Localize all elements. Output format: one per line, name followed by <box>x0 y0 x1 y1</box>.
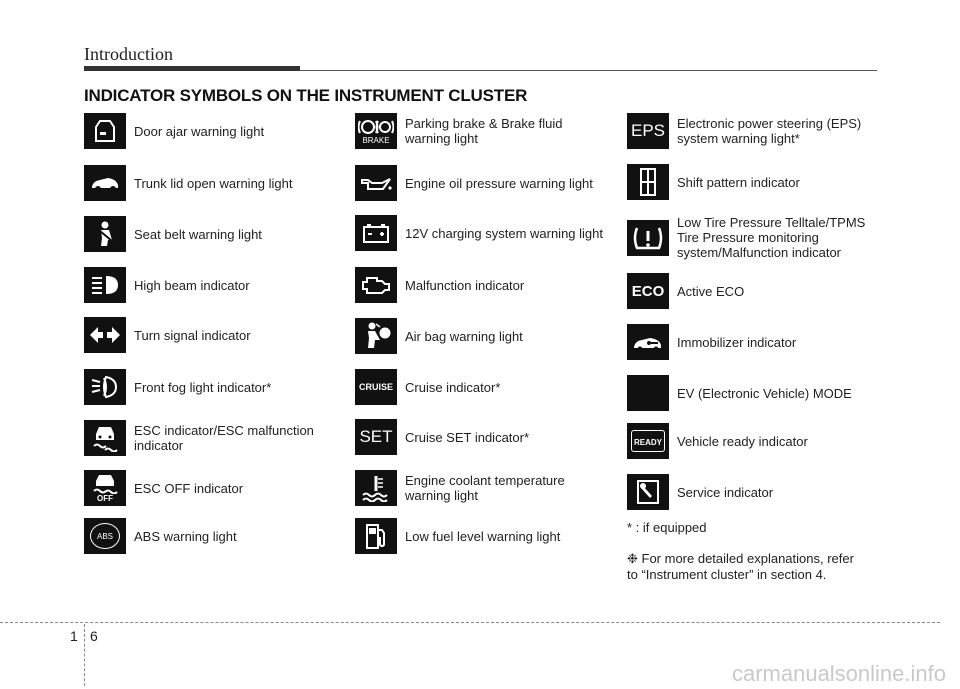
indicator-label: Turn signal indicator <box>134 327 251 343</box>
cruise-set-icon <box>355 419 397 455</box>
eps-icon-text: EPS <box>630 121 666 140</box>
indicator-shift-pattern <box>627 164 800 200</box>
indicator-esc <box>84 420 314 456</box>
indicator-service <box>627 474 773 510</box>
trunk-open-icon <box>84 165 126 201</box>
cruise-icon-text: CRUISE <box>358 382 393 392</box>
indicator-label: Trunk lid open warning light <box>134 175 293 191</box>
door-ajar-icon <box>84 113 126 149</box>
airbag-icon <box>355 318 397 354</box>
indicator-eco <box>627 273 744 309</box>
seat-belt-icon <box>84 216 126 252</box>
indicator-label: Cruise SET indicator* <box>405 429 530 445</box>
indicator-label: Shift pattern indicator <box>677 174 800 190</box>
indicator-door-ajar <box>84 113 264 149</box>
indicator-label: ABS warning light <box>134 528 237 544</box>
oil-pressure-icon <box>355 165 397 201</box>
indicator-abs <box>84 518 237 554</box>
eco-icon <box>627 273 669 309</box>
immobilizer-icon <box>627 324 669 360</box>
indicator-high-beam <box>84 267 250 303</box>
watermark: carmanualsonline.info <box>731 661 946 686</box>
ev-mode-icon <box>627 375 669 411</box>
indicator-label: ESC indicator/ESC malfunction indicator <box>134 423 314 453</box>
indicator-label: Malfunction indicator <box>405 277 525 293</box>
indicator-label: ESC OFF indicator <box>134 480 244 496</box>
esc-icon <box>84 420 126 456</box>
cruise-icon <box>355 369 397 405</box>
header-bar <box>84 66 300 71</box>
brake-icon <box>355 113 397 149</box>
indicator-label: Active ECO <box>677 283 745 299</box>
indicator-oil-pressure <box>355 165 593 201</box>
indicator-ready <box>627 423 808 459</box>
indicator-malfunction <box>355 267 524 303</box>
indicator-label: Engine coolant temperature warning light <box>405 473 565 503</box>
esc-off-icon <box>84 470 126 506</box>
turn-signal-icon <box>84 317 126 353</box>
indicator-cruise-set <box>355 419 529 455</box>
high-beam-icon <box>84 267 126 303</box>
section-title: INDICATOR SYMBOLS ON THE INSTRUMENT CLUSTER <box>84 86 528 105</box>
indicator-label: EV (Electronic Vehicle) MODE <box>677 385 852 401</box>
shift-pattern-icon <box>627 164 669 200</box>
service-icon <box>627 474 669 510</box>
indicator-label: Service indicator <box>677 484 774 500</box>
esc-off-icon-text: OFF <box>97 493 113 503</box>
indicator-seat-belt <box>84 216 262 252</box>
indicator-eps <box>627 113 861 149</box>
indicator-front-fog <box>84 369 271 405</box>
indicator-coolant-temp <box>355 470 565 506</box>
if-equipped-note: * : if equipped <box>627 520 707 535</box>
page-number: 6 <box>90 628 98 644</box>
indicator-brake <box>355 113 563 149</box>
eps-icon <box>627 113 669 149</box>
indicator-label: Low Tire Pressure Telltale/TPMS Tire Pressure monitoring system/Malfunction indicator <box>677 215 866 260</box>
footer-line <box>0 622 940 623</box>
indicator-immobilizer <box>627 324 796 360</box>
indicator-label: Air bag warning light <box>405 328 523 344</box>
indicator-esc-off <box>84 470 243 506</box>
fuel-icon <box>355 518 397 554</box>
indicator-turn-signal <box>84 317 251 353</box>
indicator-label: High beam indicator <box>134 277 250 293</box>
indicator-tire-pressure <box>627 215 865 260</box>
indicator-label: Cruise indicator* <box>405 379 501 395</box>
indicator-label: Seat belt warning light <box>134 226 262 242</box>
indicator-label: Engine oil pressure warning light <box>405 175 593 191</box>
indicator-label: Immobilizer indicator <box>677 334 797 350</box>
front-fog-icon <box>84 369 126 405</box>
indicator-trunk-open <box>84 165 293 201</box>
ready-icon <box>627 423 669 459</box>
chapter-number: 1 <box>70 628 78 644</box>
header-title: Introduction <box>84 44 173 64</box>
indicator-ev-mode <box>627 375 852 411</box>
tire-pressure-icon <box>627 220 669 256</box>
indicator-label: 12V charging system warning light <box>405 225 603 241</box>
engine-check-icon <box>355 267 397 303</box>
indicator-label: Front fog light indicator* <box>134 379 272 395</box>
indicator-label: Door ajar warning light <box>134 123 265 139</box>
footer-divider <box>84 624 85 686</box>
indicator-label: Vehicle ready indicator <box>677 433 808 449</box>
battery-icon <box>355 215 397 251</box>
indicator-airbag <box>355 318 523 354</box>
ready-icon-text: READY <box>633 438 662 447</box>
indicator-label: Electronic power steering (EPS) system warning light* <box>677 116 862 146</box>
indicator-label: Parking brake & Brake fluid warning light <box>405 116 563 146</box>
header-line <box>300 70 877 71</box>
coolant-temp-icon <box>355 470 397 506</box>
eco-icon-text: ECO <box>631 282 665 300</box>
indicator-fuel <box>355 518 560 554</box>
indicator-battery <box>355 215 603 251</box>
indicator-cruise <box>355 369 500 405</box>
indicator-label: Low fuel level warning light <box>405 528 561 544</box>
cruise-set-icon-text: SET <box>359 427 393 446</box>
more-details-note: ❉ For more detailed explanations, refer to “Instrument cluster” in section 4. <box>627 551 854 582</box>
brake-icon-text: BRAKE <box>362 135 390 145</box>
abs-icon-text: ABS <box>96 531 113 541</box>
abs-icon <box>84 518 126 554</box>
